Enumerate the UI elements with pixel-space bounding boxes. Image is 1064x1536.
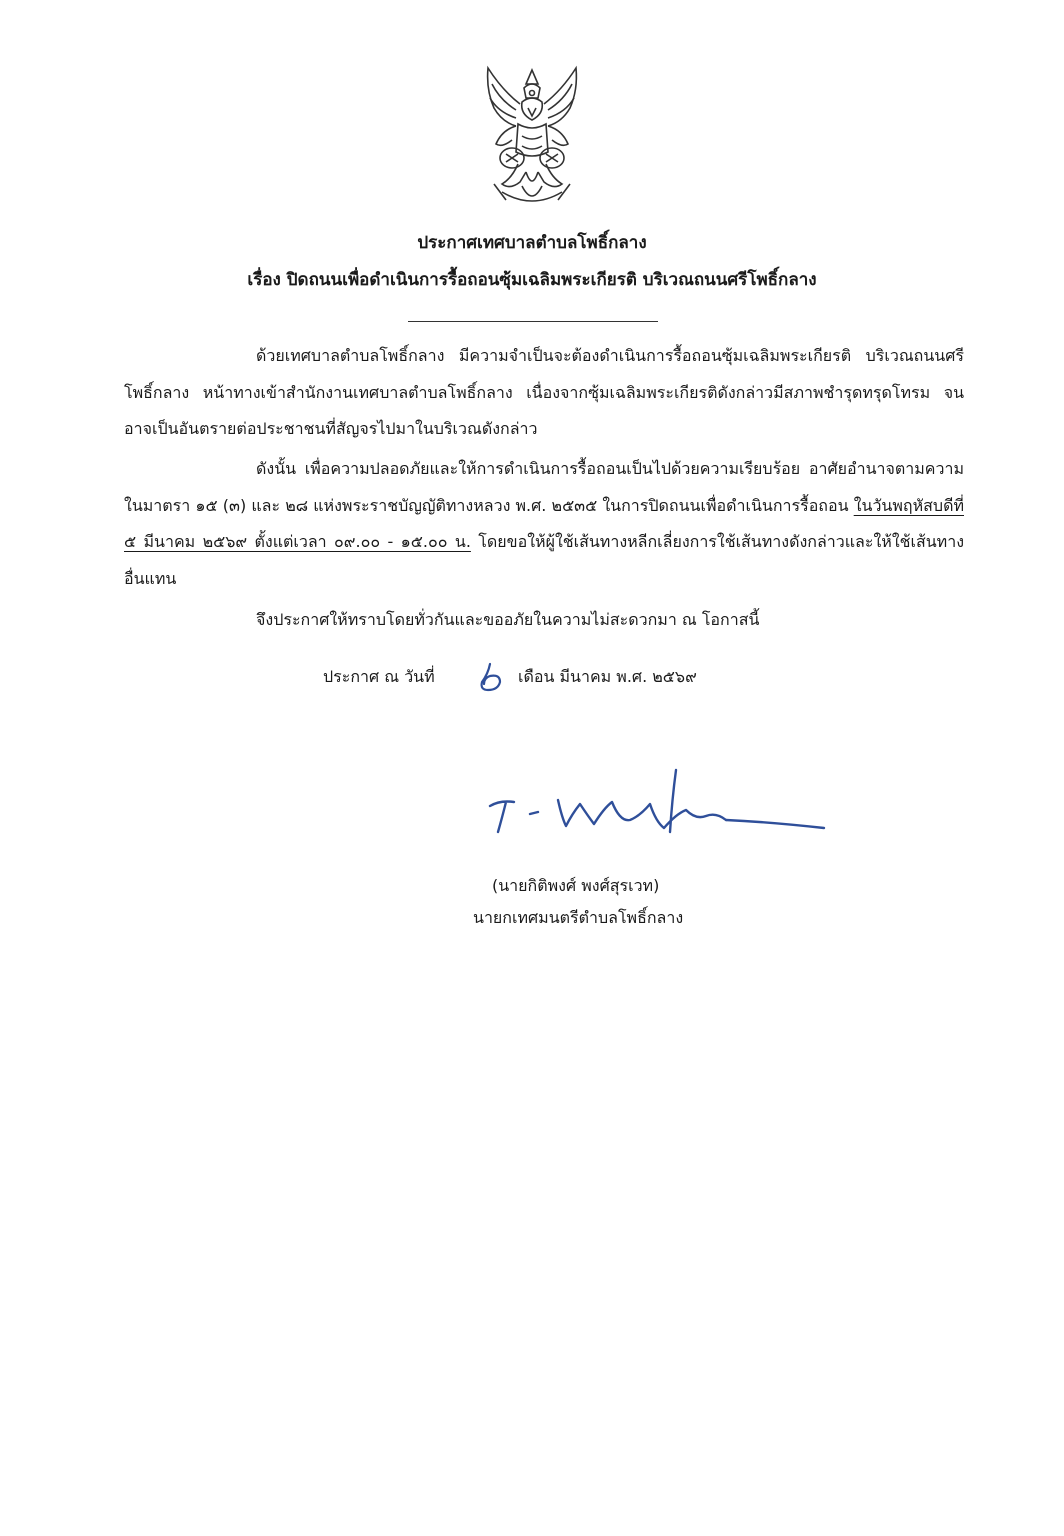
announcement-title: ประกาศเทศบาลตำบลโพธิ์กลาง	[417, 233, 647, 253]
signature-image	[480, 760, 840, 850]
garuda-emblem-icon	[472, 60, 592, 210]
announcement-subject: เรื่อง ปิดถนนเพื่อดำเนินการรื้อถอนซุ้มเฉลิมพระเกียรติ บริเวณถนนศรีโพธิ์กลาง	[247, 270, 817, 290]
paragraph-2-text-end: โดยขอให้ผู้ใช้เส้นทางหลีกเลี่ยงการใช้เส้นทางดังกล่าวและให้ใช้เส้นทางอื่นแทน	[124, 532, 964, 588]
handwritten-day-number	[470, 660, 510, 694]
announcement-date-prefix: ประกาศ ณ วันที่	[323, 667, 435, 686]
signatory-position: นายกเทศมนตรีตำบลโพธิ์กลาง	[473, 908, 684, 927]
body-paragraph-2	[124, 451, 964, 597]
paragraph-2-text-start: ดังนั้น เพื่อความปลอดภัยและให้การดำเนินการรื้อถอนเป็นไปด้วยความเรียบร้อย อาศัยอำนาจตามความในมาตรา ๑๕ (๓) และ ๒๘ แห่งพระราชบัญญัติทางหลวง พ.ศ. ๒๕๓๕ ในการปิดถนนเพื่อดำเนินการรื้อถอน	[124, 459, 964, 515]
closing-statement: จึงประกาศให้ทราบโดยทั่วกันและขออภัยในความไม่สะดวกมา ณ โอกาสนี้	[256, 610, 760, 629]
body-paragraph-1: ด้วยเทศบาลตำบลโพธิ์กลาง มีความจำเป็นจะต้องดำเนินการรื้อถอนซุ้มเฉลิมพระเกียรติ บริเวณถนนศรีโพธิ์กลาง หน้าทางเข้าสำนักงานเทศบาลตำบลโพธิ์กลาง เนื่องจากซุ้มเฉลิมพระเกียรติดังกล่าวมีสภาพชำรุดทรุดโทรม จนอาจเป็นอันตรายต่อประชาชนที่สัญจรไปมาในบริเวณดังกล่าว	[124, 346, 964, 438]
announcement-date-month-year: เดือน มีนาคม พ.ศ. ๒๕๖๙	[518, 667, 697, 686]
closure-date-time: ในวันพฤหัสบดีที่ ๕ มีนาคม ๒๕๖๙ ตั้งแต่เวลา ๐๙.๐๐ - ๑๕.๐๐ น.	[124, 495, 964, 551]
title-divider	[408, 321, 658, 322]
signatory-name: (นายกิติพงศ์ พงศ์สุรเวท)	[492, 876, 660, 895]
